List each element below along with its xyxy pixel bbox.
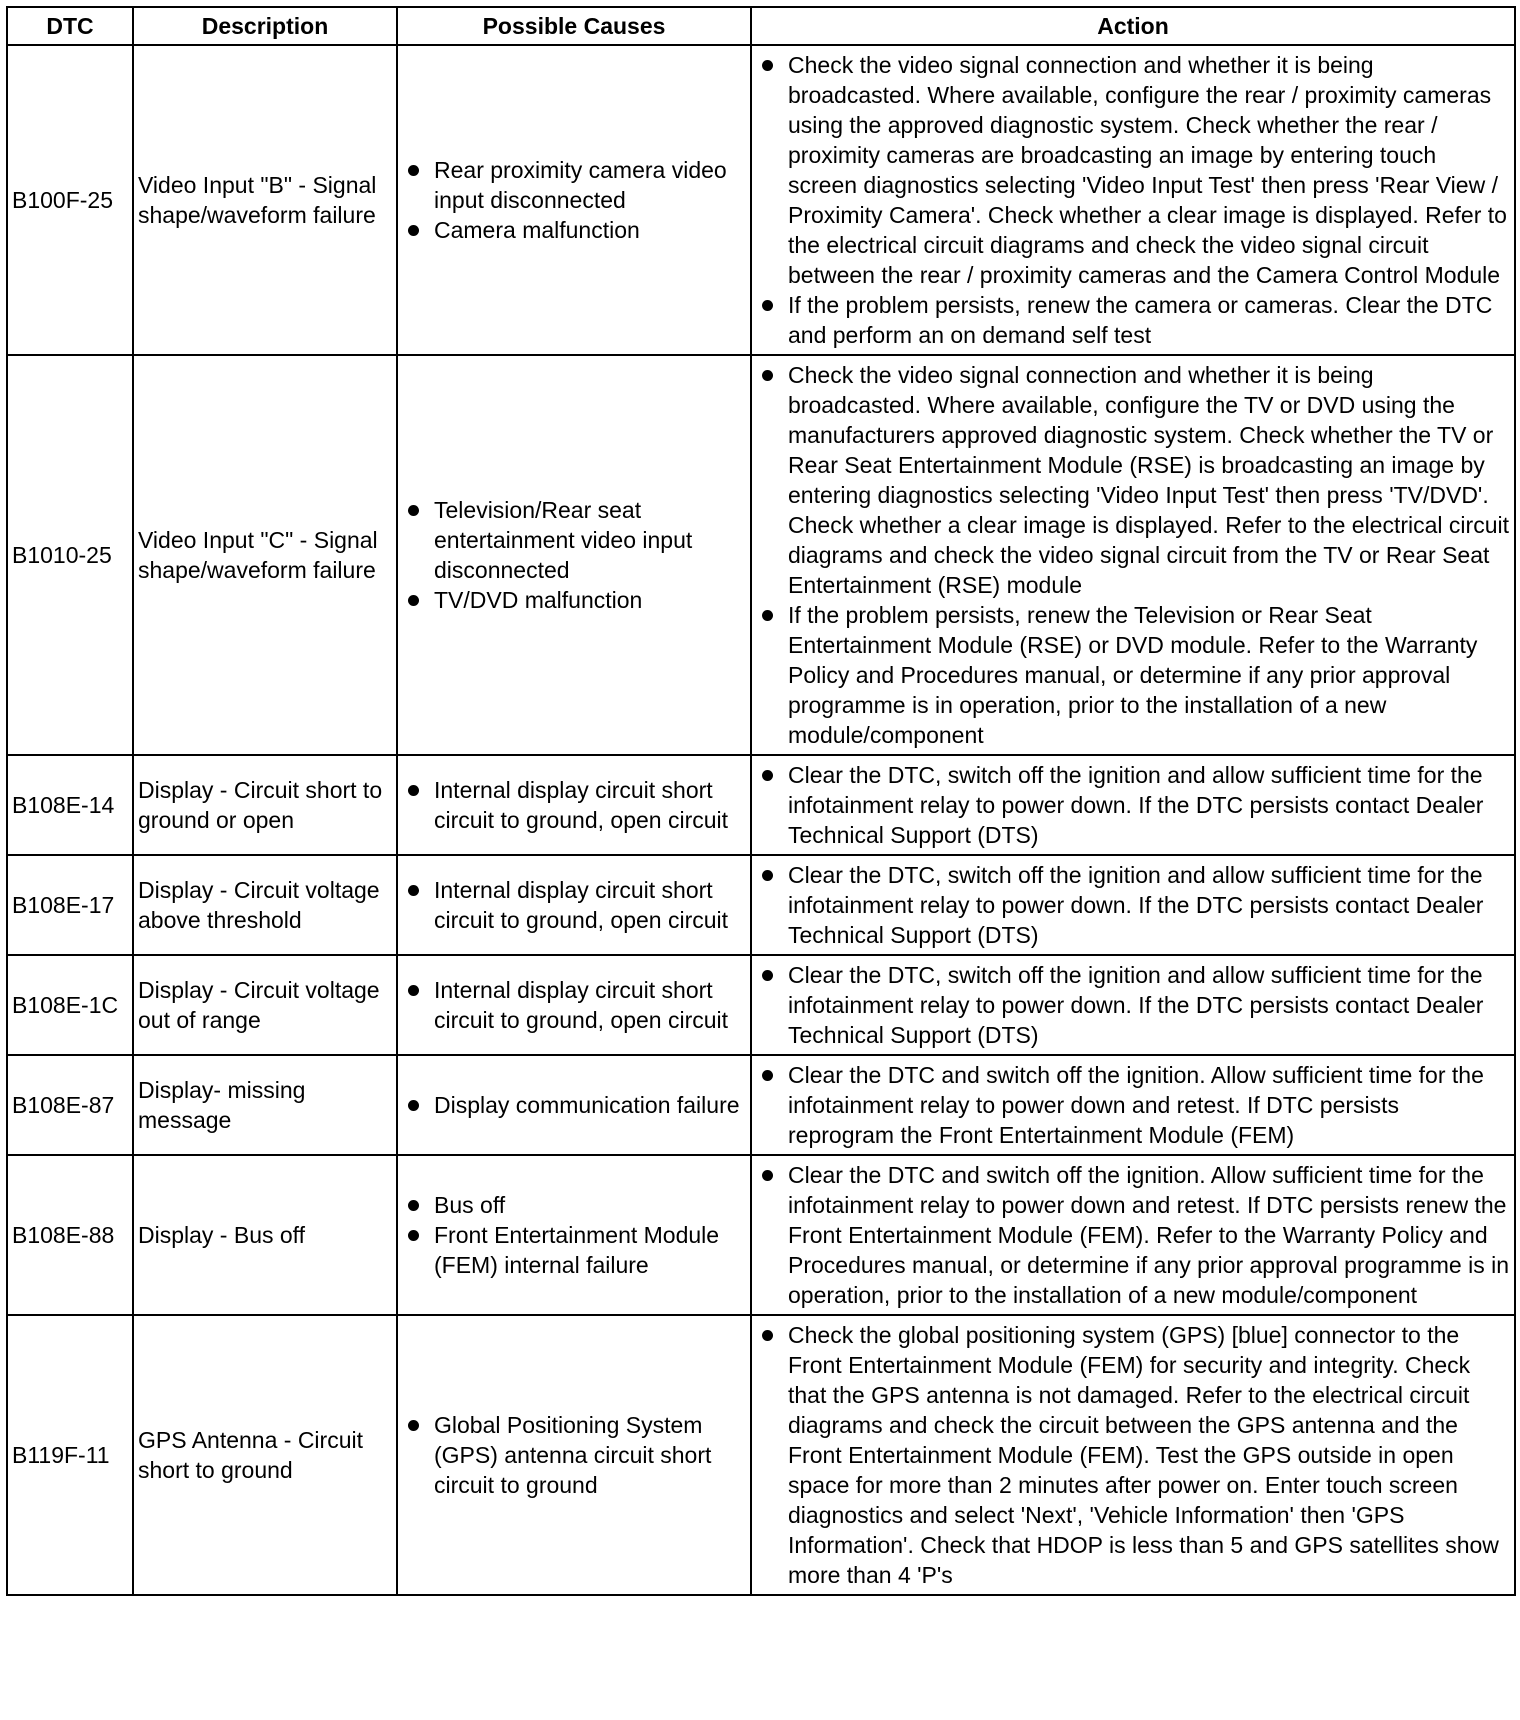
action-item: [756, 760, 1510, 850]
table-row: [7, 1055, 1515, 1155]
action-text: Clear the DTC and switch off the ignition. Allow sufficient time for the infotainment relay to power down and retest. If DTC persists reprogram the Front Entertainment Module (FEM): [788, 1062, 1484, 1148]
action-text: Check the global positioning system (GPS) [blue] connector to the Front Entertainment Module (FEM) for security and integrity. Check that the GPS antenna is not damaged. Refer to the electrical circuit diagrams and check the circuit between the GPS antenna and the Front Entertainment Module (FEM). Test the GPS outside in open space for more than 2 minutes after power on. Enter touch screen diagnostics and select 'Next', 'Vehicle Information' then 'GPS Information'. Check that HDOP is less than 5 and GPS satellites show more than 4 'P's: [788, 1322, 1499, 1588]
action-text: If the problem persists, renew the camera or cameras. Clear the DTC and perform an on demand self test: [788, 292, 1493, 348]
action-text: If the problem persists, renew the Television or Rear Seat Entertainment Module (RSE) or DVD module. Refer to the Warranty Policy and Procedures manual, or determine if any prior approval programme is in operation, prior to the installation of a new module/component: [788, 602, 1478, 748]
possible-cause-cell: [397, 855, 751, 955]
table-row: [7, 1315, 1515, 1595]
possible-cause-list: [402, 495, 746, 615]
dtc-table: [6, 6, 1516, 1596]
action-list: [756, 1160, 1510, 1310]
possible-cause-item: [402, 155, 746, 215]
possible-cause-item: [402, 775, 746, 835]
dtc-description: Video Input "C" - Signal shape/waveform failure: [133, 355, 397, 755]
bullet-icon: [762, 770, 773, 781]
bullet-icon: [762, 870, 773, 881]
possible-cause-text: Rear proximity camera video input disconnected: [434, 157, 727, 213]
action-cell: [751, 355, 1515, 755]
action-item: [756, 960, 1510, 1050]
table-row: [7, 45, 1515, 355]
dtc-description: Display - Circuit voltage out of range: [133, 955, 397, 1055]
dtc-code: B108E-17: [7, 855, 133, 955]
dtc-description: GPS Antenna - Circuit short to ground: [133, 1315, 397, 1595]
bullet-icon: [762, 970, 773, 981]
possible-cause-item: [402, 1410, 746, 1500]
table-row: [7, 855, 1515, 955]
action-text: Check the video signal connection and whether it is being broadcasted. Where available, configure the rear / proximity cameras using the approved diagnostic system. Check whether the rear / proximity cameras are broadcasting an image by entering touch screen diagnostics selecting 'Video Input Test' then press 'Rear View / Proximity Camera'. Check whether a clear image is displayed. Refer to the electrical circuit diagrams and check the video signal circuit between the rear / proximity cameras and the Camera Control Module: [788, 52, 1507, 288]
possible-cause-list: [402, 155, 746, 245]
action-cell: [751, 755, 1515, 855]
action-cell: [751, 45, 1515, 355]
possible-cause-cell: [397, 955, 751, 1055]
dtc-code: B108E-88: [7, 1155, 133, 1315]
action-list: [756, 1060, 1510, 1150]
possible-cause-text: TV/DVD malfunction: [434, 587, 643, 613]
possible-cause-list: [402, 975, 746, 1035]
possible-cause-cell: [397, 1155, 751, 1315]
possible-cause-text: Camera malfunction: [434, 217, 640, 243]
action-cell: [751, 855, 1515, 955]
possible-cause-item: [402, 1190, 746, 1220]
header-action: Action: [751, 7, 1515, 45]
dtc-code: B108E-1C: [7, 955, 133, 1055]
possible-cause-item: [402, 1090, 746, 1120]
action-list: [756, 50, 1510, 350]
possible-cause-item: [402, 585, 746, 615]
bullet-icon: [408, 985, 419, 996]
bullet-icon: [408, 505, 419, 516]
possible-cause-text: Internal display circuit short circuit to ground, open circuit: [434, 777, 729, 833]
possible-cause-item: [402, 1220, 746, 1280]
bullet-icon: [408, 165, 419, 176]
action-cell: [751, 1315, 1515, 1595]
possible-cause-cell: [397, 45, 751, 355]
bullet-icon: [408, 1200, 419, 1211]
table-body: [7, 45, 1515, 1595]
dtc-description: Display - Circuit voltage above threshold: [133, 855, 397, 955]
action-text: Clear the DTC, switch off the ignition and allow sufficient time for the infotainment relay to power down. If the DTC persists contact Dealer Technical Support (DTS): [788, 762, 1484, 848]
action-item: [756, 600, 1510, 750]
possible-cause-text: Internal display circuit short circuit to ground, open circuit: [434, 877, 729, 933]
dtc-code: B119F-11: [7, 1315, 133, 1595]
action-item: [756, 50, 1510, 290]
possible-cause-list: [402, 1410, 746, 1500]
dtc-code: B1010-25: [7, 355, 133, 755]
header-possible-causes: Possible Causes: [397, 7, 751, 45]
header-row: [7, 7, 1515, 45]
possible-cause-text: Global Positioning System (GPS) antenna circuit short circuit to ground: [434, 1412, 712, 1498]
action-cell: [751, 1155, 1515, 1315]
bullet-icon: [408, 1230, 419, 1241]
action-list: [756, 1320, 1510, 1590]
possible-cause-text: Internal display circuit short circuit to ground, open circuit: [434, 977, 729, 1033]
dtc-description: Display- missing message: [133, 1055, 397, 1155]
possible-cause-cell: [397, 1315, 751, 1595]
possible-cause-text: Bus off: [434, 1192, 506, 1218]
action-item: [756, 360, 1510, 600]
possible-cause-list: [402, 775, 746, 835]
bullet-icon: [762, 610, 773, 621]
header-description: Description: [133, 7, 397, 45]
bullet-icon: [762, 60, 773, 71]
possible-cause-text: Front Entertainment Module (FEM) internal failure: [434, 1222, 720, 1278]
dtc-description: Display - Circuit short to ground or open: [133, 755, 397, 855]
possible-cause-cell: [397, 755, 751, 855]
bullet-icon: [408, 225, 419, 236]
dtc-description: Video Input "B" - Signal shape/waveform failure: [133, 45, 397, 355]
possible-cause-list: [402, 1190, 746, 1280]
bullet-icon: [762, 1170, 773, 1181]
bullet-icon: [762, 1070, 773, 1081]
bullet-icon: [408, 1420, 419, 1431]
action-item: [756, 1320, 1510, 1590]
bullet-icon: [762, 370, 773, 381]
possible-cause-text: Display communication failure: [434, 1092, 740, 1118]
dtc-code: B108E-87: [7, 1055, 133, 1155]
dtc-code: B100F-25: [7, 45, 133, 355]
possible-cause-list: [402, 1090, 746, 1120]
bullet-icon: [762, 1330, 773, 1341]
table-row: [7, 355, 1515, 755]
possible-cause-item: [402, 875, 746, 935]
dtc-code: B108E-14: [7, 755, 133, 855]
action-text: Check the video signal connection and whether it is being broadcasted. Where available, configure the TV or DVD using the manufacturers approved diagnostic system. Check whether the TV or Rear Seat Entertainment Module (RSE) is broadcasting an image by entering diagnostics selecting 'Video Input Test' then press 'TV/DVD'. Check whether a clear image is displayed. Refer to the electrical circuit diagrams and check the video signal circuit from the TV or Rear Seat Entertainment (RSE) module: [788, 362, 1509, 598]
action-text: Clear the DTC, switch off the ignition and allow sufficient time for the infotainment relay to power down. If the DTC persists contact Dealer Technical Support (DTS): [788, 862, 1484, 948]
possible-cause-list: [402, 875, 746, 935]
table-row: [7, 955, 1515, 1055]
action-cell: [751, 1055, 1515, 1155]
action-text: Clear the DTC and switch off the ignition. Allow sufficient time for the infotainment relay to power down and retest. If DTC persists renew the Front Entertainment Module (FEM). Refer to the Warranty Policy and Procedures manual, or determine if any prior approval programme is in operation, prior to the installation of a new module/component: [788, 1162, 1509, 1308]
possible-cause-item: [402, 975, 746, 1035]
action-text: Clear the DTC, switch off the ignition and allow sufficient time for the infotainment relay to power down. If the DTC persists contact Dealer Technical Support (DTS): [788, 962, 1484, 1048]
action-list: [756, 360, 1510, 750]
possible-cause-cell: [397, 1055, 751, 1155]
table-row: [7, 755, 1515, 855]
action-item: [756, 860, 1510, 950]
bullet-icon: [408, 1100, 419, 1111]
bullet-icon: [408, 785, 419, 796]
action-list: [756, 960, 1510, 1050]
possible-cause-item: [402, 215, 746, 245]
action-item: [756, 1060, 1510, 1150]
action-list: [756, 760, 1510, 850]
dtc-description: Display - Bus off: [133, 1155, 397, 1315]
possible-cause-cell: [397, 355, 751, 755]
possible-cause-text: Television/Rear seat entertainment video input disconnected: [434, 497, 693, 583]
action-cell: [751, 955, 1515, 1055]
table-row: [7, 1155, 1515, 1315]
bullet-icon: [408, 885, 419, 896]
action-list: [756, 860, 1510, 950]
action-item: [756, 1160, 1510, 1310]
possible-cause-item: [402, 495, 746, 585]
header-dtc: DTC: [7, 7, 133, 45]
action-item: [756, 290, 1510, 350]
bullet-icon: [762, 300, 773, 311]
bullet-icon: [408, 595, 419, 606]
